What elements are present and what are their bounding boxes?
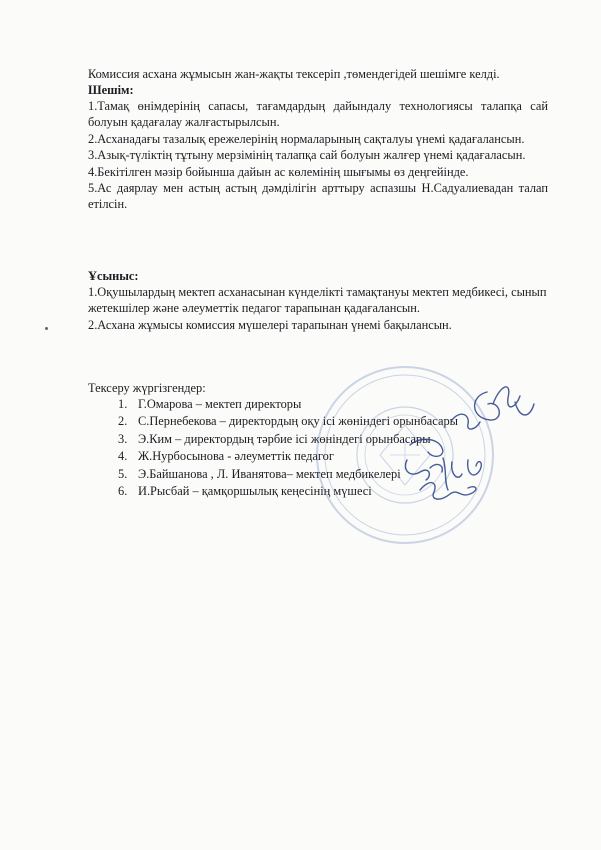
inspector-name: Г.Омарова – мектеп директоры bbox=[138, 397, 302, 411]
inspector-item bbox=[118, 431, 538, 448]
inspector-number: 4. bbox=[118, 449, 128, 464]
intro-text: Комиссия асхана жұмысын жан-жақты тексеріп ,төмендегідей шешімге келді. bbox=[88, 67, 500, 81]
inspector-name: С.Пернебекова – директордың оқу ісі жөніндегі орынбасары bbox=[138, 414, 458, 429]
inspector-name: И.Рысбай – қамқоршылық кеңесінің мүшесі bbox=[138, 484, 372, 499]
inspector-number: 6. bbox=[118, 484, 128, 499]
inspector-name: Ж.Нурбосынова - әлеуметтік педагог bbox=[138, 449, 334, 464]
decision-item: 1.Тамақ өнімдерінің сапасы, тағамдардың дайындалу технологиясы талапқа сай болуын қадағалау жалғастырылсын. bbox=[88, 99, 548, 130]
inspector-number: 3. bbox=[118, 431, 128, 446]
inspector-item bbox=[118, 396, 538, 413]
decision-list bbox=[88, 98, 548, 213]
inspector-number: 5. bbox=[118, 466, 128, 481]
inspectors-list bbox=[118, 396, 538, 500]
inspector-item bbox=[118, 466, 538, 483]
decision-item: 3.Азық-түліктің тұтыну мерзімінің талапқа сай болуын жалғер үнемі қадағаласын. bbox=[88, 148, 526, 163]
inspector-item bbox=[118, 413, 538, 430]
inspectors-label: Тексеру жүргізгендер: bbox=[88, 381, 206, 395]
inspector-item bbox=[118, 448, 538, 465]
intro-paragraph bbox=[88, 66, 548, 82]
inspector-name: Э.Байшанова , Л. Иванятова– мектеп медбикелері bbox=[138, 466, 401, 481]
inspector-name: Э.Ким – директордың тәрбие ісі жөніндегі орынбасары bbox=[138, 431, 431, 446]
proposal-item: 1.Оқушылардың мектеп асханасынан күнделікті тамақтануы мектеп медбикесі, сынып жетекшілер және әлеуметтік педагог тарапынан қадағалансын. bbox=[88, 285, 547, 316]
inspector-number: 2. bbox=[118, 414, 128, 429]
inspector-item bbox=[118, 483, 538, 500]
decision-heading: Шешім: bbox=[88, 83, 134, 97]
scan-speck bbox=[45, 327, 48, 330]
inspector-number: 1. bbox=[118, 397, 128, 411]
proposal-heading: Ұсыныс: bbox=[88, 269, 139, 283]
proposal-list bbox=[88, 284, 548, 333]
proposal-item: 2.Асхана жұмысы комиссия мүшелері тарапынан үнемі бақылансын. bbox=[88, 317, 452, 332]
decision-item: 4.Бекітілген мәзір бойынша дайын ас көлемінің шығымы өз деңгейінде. bbox=[88, 164, 469, 179]
decision-item: 5.Ас даярлау мен астың астың дәмділігін арттыру аспазшы Н.Садуалиевадан талап етілсін. bbox=[88, 181, 548, 212]
decision-item: 2.Асханадағы тазалық ережелерінің нормаларының сақталуы үнемі қадағалансын. bbox=[88, 131, 525, 146]
